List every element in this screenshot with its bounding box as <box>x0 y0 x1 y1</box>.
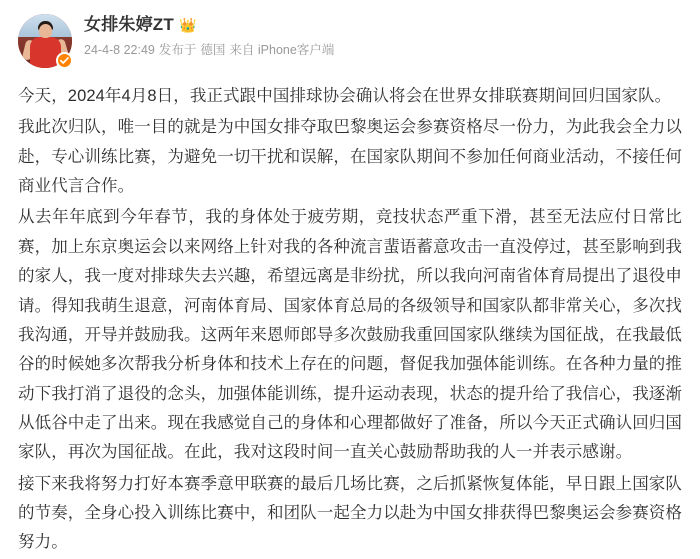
username[interactable]: 女排朱婷ZT <box>84 15 174 34</box>
post-paragraph: 接下来我将努力打好本赛季意甲联赛的最后几场比赛，之后抓紧恢复体能，早日跟上国家队的节奏，全身心投入训练比赛中，和团队一起全力以赴为中国女排获得巴黎奥运会参赛资格努力。 <box>18 474 682 552</box>
post-meta <box>84 42 682 60</box>
name-row <box>84 16 682 33</box>
crown-icon: 👑 <box>178 16 197 33</box>
post-paragraph: 今天，2024年4月8日，我正式跟中国排球协会确认将会在世界女排联赛期间回归国家队。 <box>18 87 672 105</box>
post-timestamp: 24-4-8 22:49 <box>84 43 155 57</box>
post-paragraph: 从去年年底到今年春节，我的身体处于疲劳期，竞技状态严重下滑，甚至无法应付日常比赛，加上东京奥运会以来网络上针对我的各种流言蜚语蓄意攻击一直没停过，甚至影响到我的家人，我一度对排球失去兴趣，希望远离是非纷扰，所以我向河南省体育局提出了退役申请。得知我萌生退意，河南体育局、国家体育总局的各级领导和国家队都非常关心，多次找我沟通，开导并鼓励我。这两年来恩师郎导多次鼓励我重回国家队继续为国征战，在我最低谷的时候她多次帮我分析身体和技术上存在的问题，督促我加强体能训练。在各种力量的推动下我打消了退役的念头，加强体能训练，提升运动表现，状态的提升给了我信心，我逐渐从低谷中走了出来。现在我感觉自己的身体和心理都做好了准备，所以今天正式确认回归国家队，再次为国征战。在此，我对这段时间一直关心鼓励帮助我的人一并表示感谢。 <box>18 208 682 462</box>
post-location[interactable]: 德国 <box>200 43 226 57</box>
post-content <box>18 82 682 558</box>
post-paragraph: 我此次归队，唯一目的就是为中国女排夺取巴黎奥运会参赛资格尽一份力，为此我会全力以赴，专心训练比赛，为避免一切干扰和误解，在国家队期间不参加任何商业活动，不接任何商业代言合作。 <box>18 118 682 196</box>
verified-check-icon <box>56 52 73 69</box>
post-header <box>18 14 682 68</box>
post-source[interactable]: 来自 iPhone客户端 <box>229 43 335 57</box>
avatar[interactable] <box>18 14 72 68</box>
avatar-head <box>39 24 52 38</box>
post-header-text <box>84 14 682 60</box>
publish-prefix: 发布于 <box>158 43 197 57</box>
